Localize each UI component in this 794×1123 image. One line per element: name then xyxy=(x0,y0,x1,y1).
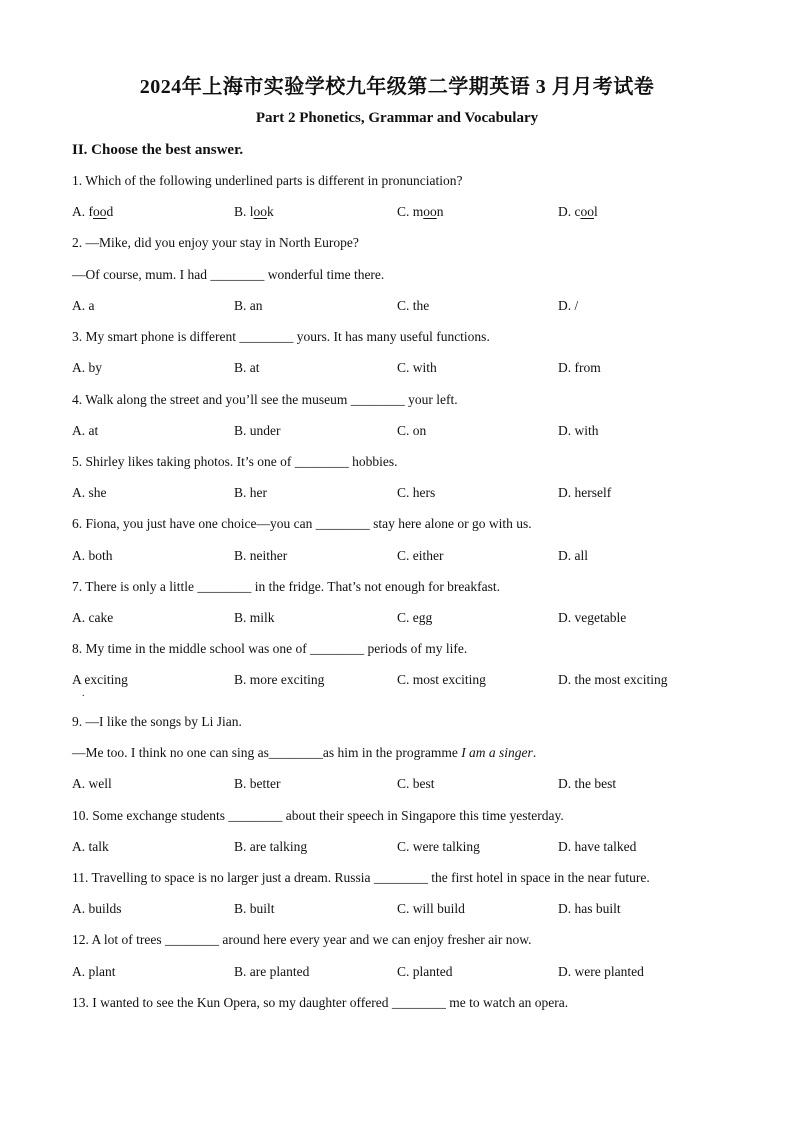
option-c: C. either xyxy=(397,548,444,563)
option-d: D. vegetable xyxy=(558,610,627,625)
option-d: D. the best xyxy=(558,776,617,791)
question-11-options xyxy=(72,901,752,921)
option-a: A. both xyxy=(72,548,113,563)
option-c: C. most exciting xyxy=(397,672,486,687)
question-7-stem: 7. There is only a little ________ in the fridge. That’s not enough for breakfast. xyxy=(72,579,501,594)
option-b: B. are talking xyxy=(234,839,308,854)
question-11-stem: 11. Travelling to space is no larger just a dream. Russia ________ the first hotel in space in the near future. xyxy=(72,870,650,885)
question-4-stem: 4. Walk along the street and you’ll see the museum ________ your left. xyxy=(72,392,458,407)
option-d: D. the most exciting xyxy=(558,672,668,687)
question-9-line-2: —Me too. I think no one can sing as________as him in the programme I am a singer. xyxy=(72,745,537,760)
option-a: A. food xyxy=(72,204,114,219)
option-c: C. with xyxy=(397,360,437,375)
option-c: C. hers xyxy=(397,485,436,500)
option-d: D. / xyxy=(558,298,579,313)
question-2-line-2: —Of course, mum. I had ________ wonderful time there. xyxy=(72,267,385,282)
option-d: D. cool xyxy=(558,204,598,219)
option-b: B. better xyxy=(234,776,281,791)
option-b: B. her xyxy=(234,485,267,500)
programme-name: I am a singer xyxy=(461,745,533,760)
option-c: C. the xyxy=(397,298,430,313)
option-b: B. built xyxy=(234,901,275,916)
option-b: B. under xyxy=(234,423,281,438)
option-a: A. talk xyxy=(72,839,109,854)
option-a: A. plant xyxy=(72,964,116,979)
option-b: B. look xyxy=(234,204,274,219)
question-8-stem: 8. My time in the middle school was one of ________ periods of my life. xyxy=(72,641,468,656)
option-a: A. at xyxy=(72,423,99,438)
option-b: B. at xyxy=(234,360,260,375)
section-heading: II. Choose the best answer. xyxy=(72,142,244,158)
question-2-line-1: 2. —Mike, did you enjoy your stay in North Europe? xyxy=(72,235,359,250)
question-5-stem: 5. Shirley likes taking photos. It’s one of ________ hobbies. xyxy=(72,454,398,469)
option-b: B. neither xyxy=(234,548,288,563)
question-5-options xyxy=(72,485,752,505)
option-c: C. moon xyxy=(397,204,444,219)
question-9-line-1: 9. —I like the songs by Li Jian. xyxy=(72,714,242,729)
question-7-options xyxy=(72,610,752,630)
option-a: A. she xyxy=(72,485,107,500)
question-10-options xyxy=(72,839,752,859)
question-6-options xyxy=(72,548,752,568)
option-a: A. well xyxy=(72,776,112,791)
option-a: A. builds xyxy=(72,901,122,916)
question-12-options xyxy=(72,964,752,984)
option-a: A. a xyxy=(72,298,95,313)
part-subtitle: Part 2 Phonetics, Grammar and Vocabulary xyxy=(255,110,539,126)
page-title: 2024年上海市实验学校九年级第二学期英语 3 月月考试卷 xyxy=(139,76,655,98)
option-b: B. an xyxy=(234,298,263,313)
question-1-options xyxy=(72,204,752,224)
question-6-stem: 6. Fiona, you just have one choice—you can ________ stay here alone or go with us. xyxy=(72,516,532,531)
question-10-stem: 10. Some exchange students ________ about their speech in Singapore this time yesterday. xyxy=(72,808,564,823)
option-b: B. more exciting xyxy=(234,672,325,687)
option-d: D. were planted xyxy=(558,964,644,979)
option-c: C. egg xyxy=(397,610,433,625)
option-c: C. were talking xyxy=(397,839,480,854)
option-d: D. herself xyxy=(558,485,612,500)
option-a: A. by xyxy=(72,360,102,375)
question-12-stem: 12. A lot of trees ________ around here every year and we can enjoy fresher air now. xyxy=(72,932,532,947)
question-8-options xyxy=(72,672,752,699)
option-a: A. cake xyxy=(72,610,114,625)
option-c: C. best xyxy=(397,776,435,791)
option-b: B. are planted xyxy=(234,964,310,979)
option-d: D. have talked xyxy=(558,839,637,854)
option-c: C. planted xyxy=(397,964,453,979)
question-3-stem: 3. My smart phone is different ________ yours. It has many useful functions. xyxy=(72,329,490,344)
option-d: D. all xyxy=(558,548,588,563)
option-a: A exciting . xyxy=(72,672,128,699)
question-3-options xyxy=(72,360,752,380)
option-d: D. has built xyxy=(558,901,621,916)
stray-dot: . xyxy=(82,688,85,699)
question-4-options xyxy=(72,423,752,443)
option-d: D. from xyxy=(558,360,601,375)
option-c: C. will build xyxy=(397,901,465,916)
question-2-options xyxy=(72,298,752,318)
question-13-stem: 13. I wanted to see the Kun Opera, so my daughter offered ________ me to watch an opera. xyxy=(72,995,569,1010)
option-c: C. on xyxy=(397,423,427,438)
question-9-options xyxy=(72,776,752,796)
option-b: B. milk xyxy=(234,610,275,625)
question-1-stem: 1. Which of the following underlined parts is different in pronunciation? xyxy=(72,173,463,188)
option-d: D. with xyxy=(558,423,599,438)
